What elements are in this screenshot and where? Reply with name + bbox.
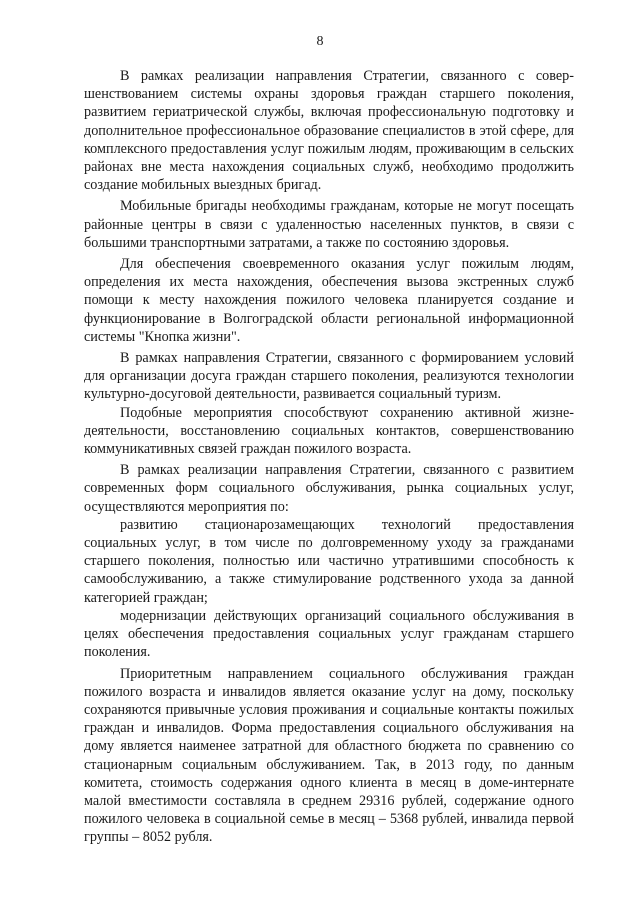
paragraph-social-services-intro: В рамках реализации направления Стратегии, связанного с развитием современных форм социального обслуживания, рынка социальных услуг, осуществляются мероприятия по: (84, 462, 574, 515)
document-body (84, 67, 574, 850)
paragraph-list-item-care-technologies: развитию стационарозамещающих технологий предоставления социальных услуг, в том числе по долговременному уходу за гражданами старшего поколения, полностью или частично утратившими способность к самообслуживанию, а также стимулирование родственного ухода за данной категорией граждан; (84, 516, 574, 606)
paragraph-list-item-modernization: модернизации действующих организаций социального обслуживания в целях обеспечения предоставления социальных услуг гражданам старшего поколения. (84, 607, 574, 661)
paragraph-life-button: Для обеспечения своевременного оказания услуг пожилым людям, определения их места нахождения, обеспечения вызова экстренных служб помощи к месту нахождения пожилого человека планируется создание и функционирование в Волгоградской области региональной информационной системы "Кнопка жизни". (84, 256, 574, 345)
paragraph-home-services: Приоритетным направлением социального обслуживания граждан пожилого возраста и инвалидов является оказание услуг на дому, поскольку сохраняются привычные условия проживания и социальные контакты пожилых граждан и инвалидов. Форма предоставления социального обслуживания на дому является наименее затратной для областного бюджета по сравнению со стационарным социальным обслуживанием. Так, в 2013 году, по данным комитета, стоимость содержания одного клиента в месяц в доме-интернате малой вместимости составляла в среднем 29316 рублей, содержание одного пожилого человека в социальной семье в месяц – 5368 рублей, инвалида первой группы – 8052 рубля. (84, 665, 574, 846)
paragraph-activities: Подобные мероприятия способствуют сохранению активной жизнедеятельности, восстановлению социальных контактов, совершенствованию коммуникативных связей граждан пожилого возраста. (84, 404, 574, 458)
paragraph-leisure: В рамках направления Стратегии, связанного с формированием условий для организации досуга граждан старшего поколения, реализуются технологии культурно-досуговой деятельности, развивается социальный туризм. (84, 350, 574, 403)
page-number: 8 (316, 34, 324, 49)
paragraph-mobile-teams: Мобильные бригады необходимы гражданам, которые не могут посещать районные центры в связи с удаленностью населенных пунктов, в связи с большими транспортными затратами, а также по состоянию здоровья. (84, 198, 574, 251)
paragraph-health-care: В рамках реализации направления Стратегии, связанного с совершенствованием системы охраны здоровья граждан старшего поколения, развитием гериатрической службы, включая профессиональную подготовку и дополнительное профессиональное образование специалистов в этой сфере, для комплексного предоставления услуг пожилым людям, проживающим в сельских районах вне места нахождения социальных служб, необходимо продолжить создание мобильных выездных бригад. (84, 68, 574, 194)
